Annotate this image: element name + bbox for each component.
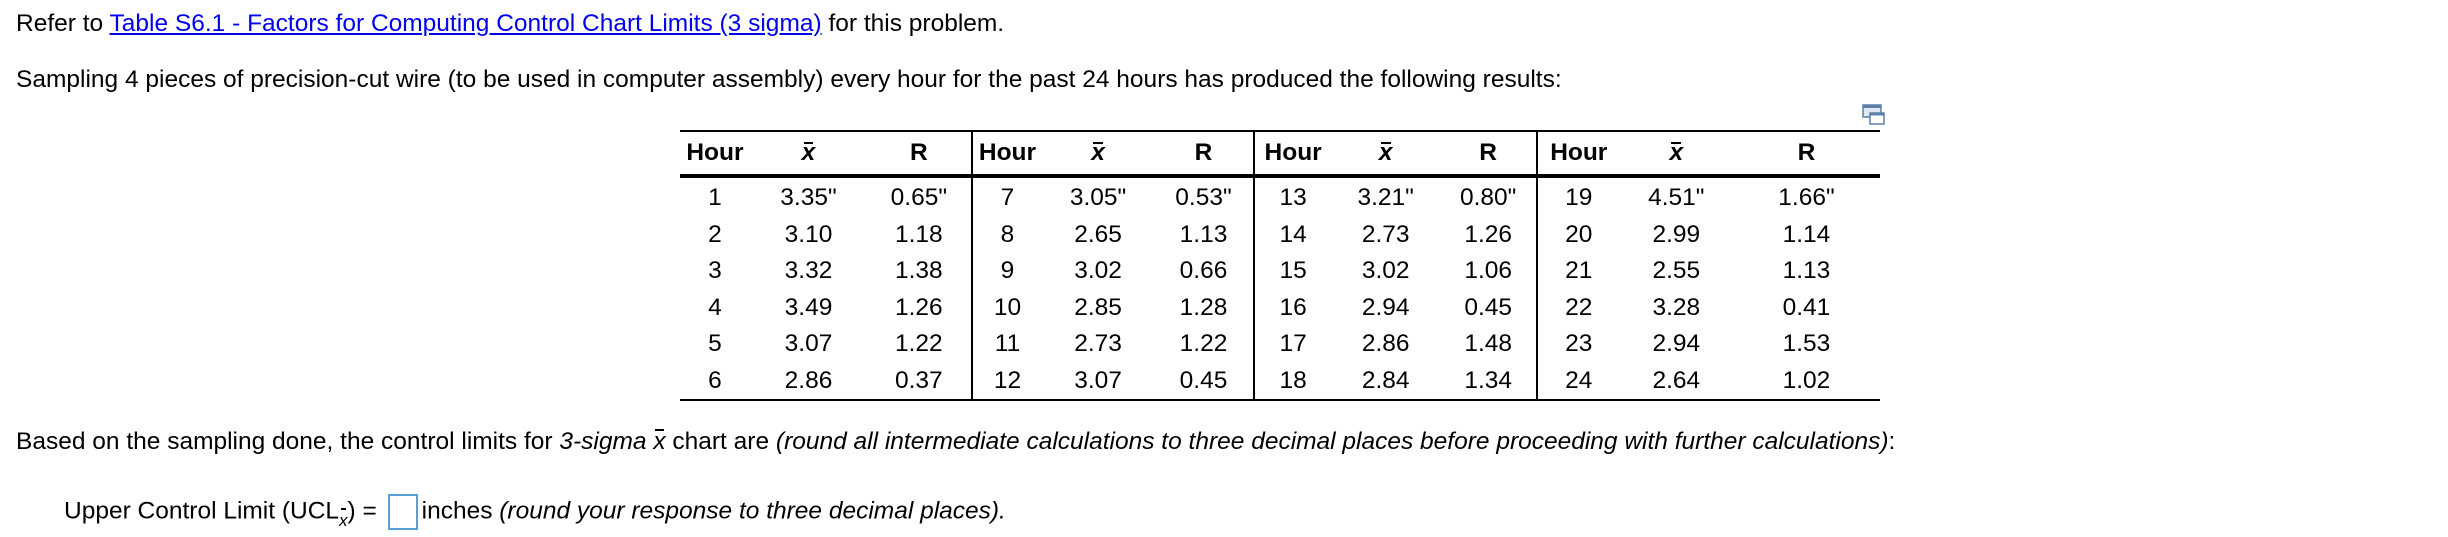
rounding-instruction: (round all intermediate calculations to three decimal places before proceeding with further calculations): [775, 428, 1889, 455]
hour-cell: 12: [972, 363, 1043, 401]
range-cell: 1.14: [1782, 220, 1831, 248]
range-cell: 1.53: [1782, 330, 1831, 358]
range-cell: 1.48: [1464, 330, 1512, 358]
range-cell: 1.26: [1464, 220, 1512, 248]
range-cell: 0.45: [1464, 293, 1512, 321]
hour-cell: 6: [680, 363, 750, 401]
col-hour: Hour: [680, 131, 750, 176]
intro-suffix: for this problem.: [821, 10, 1005, 37]
hour-cell: 24: [1537, 363, 1620, 401]
range-cell: 0.53": [1175, 184, 1232, 212]
range-cell: 0.80": [1459, 184, 1517, 212]
range-cell: 1.26: [895, 293, 943, 321]
range-cell: 1.06: [1464, 257, 1512, 285]
table-row: [680, 363, 1880, 401]
xbar-cell: 2.65: [1074, 220, 1122, 248]
table-row: [680, 253, 1880, 290]
hour-cell: 13: [1254, 176, 1331, 217]
hour-cell: 7: [972, 176, 1043, 217]
hour-cell: 19: [1537, 176, 1620, 217]
table-row: [680, 290, 1880, 327]
ucl-hint: (round your response to three decimal places).: [499, 497, 1006, 525]
xbar-symbol: x: [653, 426, 665, 458]
col-r: R: [1440, 131, 1537, 176]
xbar-cell: 3.10: [784, 220, 833, 248]
hour-cell: 16: [1254, 290, 1331, 327]
hour-cell: 20: [1537, 217, 1620, 254]
col-hour: Hour: [972, 131, 1043, 176]
col-xbar: x: [750, 131, 867, 176]
xbar-cell: 3.07: [1042, 363, 1153, 401]
xbar-cell: 3.21": [1357, 184, 1414, 212]
col-r: R: [1154, 131, 1254, 176]
range-cell: 1.13: [1782, 257, 1831, 285]
ucl-answer-input[interactable]: [388, 494, 418, 530]
hour-cell: 1: [708, 184, 722, 212]
xbar-cell: 3.49: [784, 293, 833, 321]
hour-cell: 11: [972, 326, 1043, 363]
hour-cell: 17: [1254, 326, 1331, 363]
xbar-cell: 3.02: [1361, 257, 1410, 285]
copy-table-icon[interactable]: [1862, 104, 1886, 126]
ucl-unit: inches: [421, 497, 493, 525]
range-cell: 1.34: [1440, 363, 1537, 401]
xbar-cell: 3.07: [784, 330, 833, 358]
hour-cell: 10: [972, 290, 1043, 327]
range-cell: 1.18: [895, 220, 943, 248]
intro-prefix: Refer to: [16, 10, 110, 37]
xbar-cell: 2.86: [750, 363, 867, 401]
range-cell: 1.66": [1778, 184, 1835, 212]
range-cell: 0.37: [867, 363, 971, 401]
intro-line: [16, 8, 1004, 40]
hour-cell: 4: [708, 293, 722, 321]
xbar-cell: 2.73: [1361, 220, 1410, 248]
hour-cell: 15: [1254, 253, 1331, 290]
hour-cell: 21: [1537, 253, 1620, 290]
col-hour: Hour: [1254, 131, 1331, 176]
col-xbar: x: [1331, 131, 1440, 176]
xbar-cell: 3.05": [1069, 184, 1127, 212]
range-cell: 1.22: [895, 330, 943, 358]
col-xbar: x: [1042, 131, 1153, 176]
xbar-cell: 2.64: [1620, 363, 1733, 401]
table-row: [680, 176, 1880, 217]
xbar-cell: 2.85: [1074, 293, 1122, 321]
col-hour: Hour: [1537, 131, 1620, 176]
xbar-cell: 2.86: [1361, 330, 1410, 358]
xbar-cell: 2.94: [1361, 293, 1410, 321]
wire-samples-table: [680, 130, 1880, 401]
statement-line: [16, 426, 1895, 458]
hour-cell: 18: [1254, 363, 1331, 401]
col-r: R: [1733, 131, 1880, 176]
hour-cell: 9: [972, 253, 1043, 290]
range-cell: 1.28: [1179, 293, 1228, 321]
hour-cell: 8: [972, 217, 1043, 254]
statement-prefix: Based on the sampling done, the control limits for: [16, 428, 560, 455]
xbar-cell: 3.28: [1652, 293, 1701, 321]
chart-type: 3-sigma: [559, 428, 647, 455]
xbar-cell: 4.51": [1648, 184, 1705, 212]
range-cell: 0.65": [890, 184, 948, 212]
table-s6-1-link[interactable]: Table S6.1 - Factors for Computing Control Chart Limits (3 sigma): [109, 10, 822, 37]
xbar-cell: 2.94: [1652, 330, 1701, 358]
hour-cell: 14: [1254, 217, 1331, 254]
table-header-row: [680, 131, 1880, 176]
range-cell: 0.45: [1154, 363, 1254, 401]
range-cell: 0.66: [1179, 257, 1228, 285]
xbar-cell: 2.73: [1074, 330, 1122, 358]
xbar-cell: 2.84: [1331, 363, 1440, 401]
ucl-subscript: x: [339, 511, 348, 530]
hour-cell: 23: [1537, 326, 1620, 363]
table-row: [680, 326, 1880, 363]
problem-statement: Sampling 4 pieces of precision-cut wire (to be used in computer assembly) every hour for the past 24 hours has produced the following results:: [16, 66, 1562, 93]
xbar-cell: 3.35": [780, 184, 837, 212]
ucl-label-end: ) =: [347, 497, 377, 525]
hour-cell: 5: [708, 330, 722, 358]
col-r: R: [867, 131, 971, 176]
xbar-cell: 2.55: [1652, 257, 1701, 285]
xbar-cell: 2.99: [1652, 220, 1701, 248]
range-cell: 1.13: [1179, 220, 1228, 248]
hour-cell: 22: [1537, 290, 1620, 327]
col-xbar: x: [1620, 131, 1733, 176]
hour-cell: 2: [708, 220, 722, 248]
ucl-line: [64, 494, 1006, 530]
table-body: [680, 176, 1880, 400]
hour-cell: 3: [708, 257, 722, 285]
range-cell: 1.02: [1733, 363, 1880, 401]
statement-middle: chart are: [665, 428, 776, 455]
statement-suffix: :: [1888, 428, 1896, 455]
range-cell: 1.22: [1179, 330, 1228, 358]
ucl-label: Upper Control Limit (UCL: [64, 497, 340, 525]
table-row: [680, 217, 1880, 254]
xbar-cell: 3.32: [784, 257, 833, 285]
range-cell: 1.38: [895, 257, 943, 285]
range-cell: 0.41: [1782, 293, 1831, 321]
xbar-cell: 3.02: [1074, 257, 1122, 285]
